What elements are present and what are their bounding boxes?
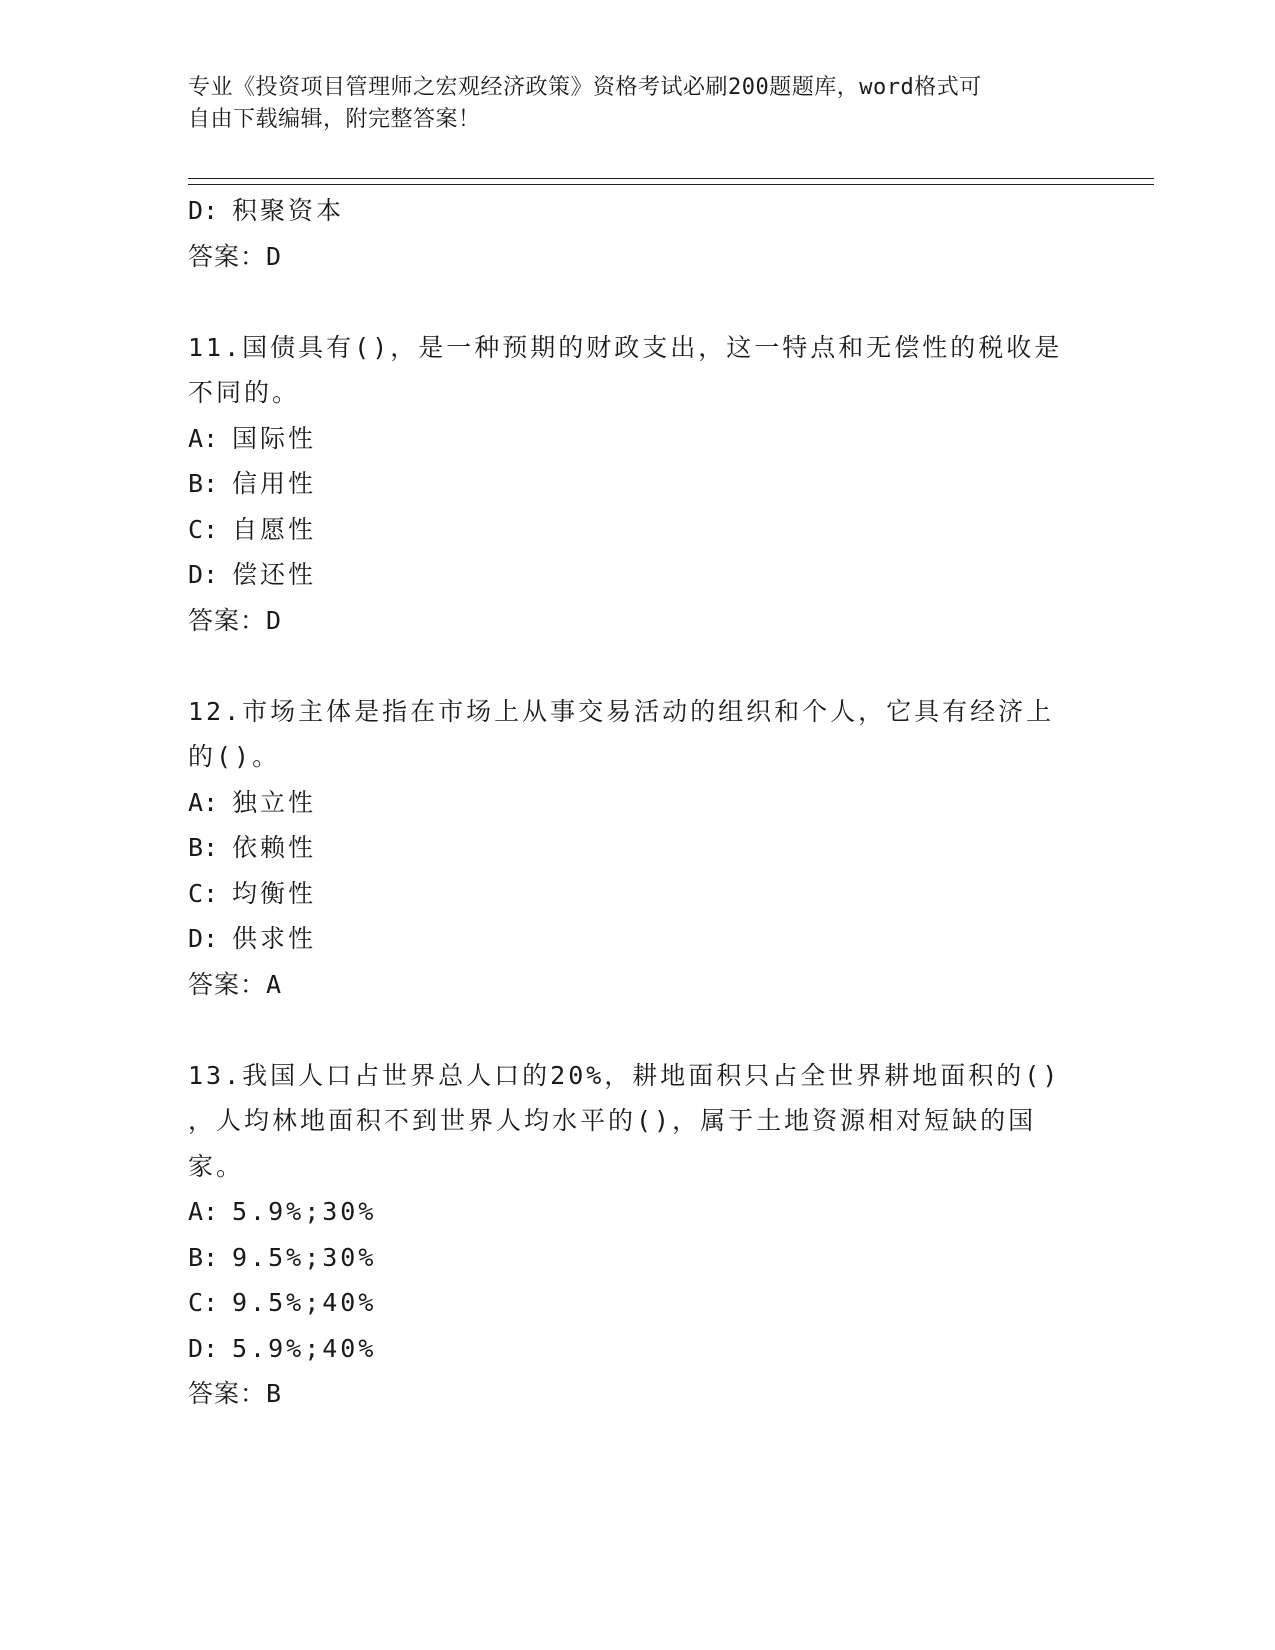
document-body — [188, 188, 1088, 1417]
option-label: D: — [188, 196, 219, 225]
option-item — [188, 825, 1088, 871]
option-item — [188, 780, 1088, 826]
option-item — [188, 916, 1088, 962]
answer-line: 答案：A — [188, 969, 283, 999]
option-text: 5.9%;30% — [232, 1197, 377, 1226]
option-text: 独立性 — [232, 787, 317, 817]
option-item — [188, 507, 1088, 553]
option-text: 积聚资本 — [232, 196, 345, 225]
question-item — [188, 325, 1088, 644]
document-header — [188, 72, 1068, 136]
option-label: B: — [188, 1242, 219, 1272]
option-text: 偿还性 — [232, 560, 317, 589]
option-text: 均衡性 — [232, 878, 317, 908]
option-label: A: — [188, 423, 219, 453]
option-label: A: — [188, 1197, 219, 1226]
question-stem-line: 13.我国人口占世界总人口的20%，耕地面积只占全世界耕地面积的() — [188, 1060, 1061, 1090]
option-item — [188, 416, 1088, 462]
option-text: 依赖性 — [232, 833, 317, 862]
answer-line: 答案：B — [188, 1379, 283, 1408]
option-label: B: — [188, 833, 219, 862]
option-text: 自愿性 — [232, 514, 317, 544]
spacer — [188, 279, 1088, 325]
option-item — [188, 1280, 1088, 1326]
question-stem-line: 不同的。 — [188, 378, 301, 407]
option-item — [188, 188, 1088, 234]
option-text: 5.9%;40% — [232, 1333, 377, 1363]
option-text: 9.5%;30% — [232, 1242, 377, 1272]
header-line-2: 自由下载编辑，附完整答案！ — [188, 107, 481, 132]
option-label: B: — [188, 469, 219, 498]
option-item — [188, 1326, 1088, 1372]
question-stem-line: 的()。 — [188, 742, 281, 771]
option-item — [188, 1189, 1088, 1235]
option-label: C: — [188, 878, 219, 908]
option-text: 国际性 — [232, 423, 317, 453]
option-item — [188, 461, 1088, 507]
question-stem-line: 12.市场主体是指在市场上从事交易活动的组织和个人，它具有经济上 — [188, 696, 1055, 726]
option-label: D: — [188, 560, 219, 589]
option-label: C: — [188, 514, 219, 544]
option-item — [188, 1235, 1088, 1281]
question-item — [188, 689, 1088, 1008]
header-divider-bottom — [188, 184, 1154, 185]
question-stem-line: 家。 — [188, 1151, 245, 1181]
option-item — [188, 871, 1088, 917]
question-stem-line: 11.国债具有()，是一种预期的财政支出，这一特点和无偿性的税收是 — [188, 332, 1063, 362]
header-divider-top — [188, 178, 1154, 179]
option-text: 9.5%;40% — [232, 1288, 377, 1317]
question-item — [188, 1053, 1088, 1417]
header-line-1: 专业《投资项目管理师之宏观经济政策》资格考试必刷200题题库，word格式可 — [188, 75, 982, 100]
option-label: C: — [188, 1288, 219, 1317]
question-stem-line: ，人均林地面积不到世界人均水平的()，属于土地资源相对短缺的国 — [188, 1106, 1037, 1135]
option-text: 信用性 — [232, 469, 317, 498]
previous-question-tail — [188, 188, 1088, 279]
answer-line: 答案：D — [188, 241, 283, 271]
option-item — [188, 552, 1088, 598]
spacer — [188, 643, 1088, 689]
option-label: D: — [188, 1333, 219, 1363]
spacer — [188, 1007, 1088, 1053]
option-text: 供求性 — [232, 924, 317, 953]
answer-line: 答案：D — [188, 605, 283, 635]
option-label: D: — [188, 924, 219, 953]
option-label: A: — [188, 787, 219, 817]
